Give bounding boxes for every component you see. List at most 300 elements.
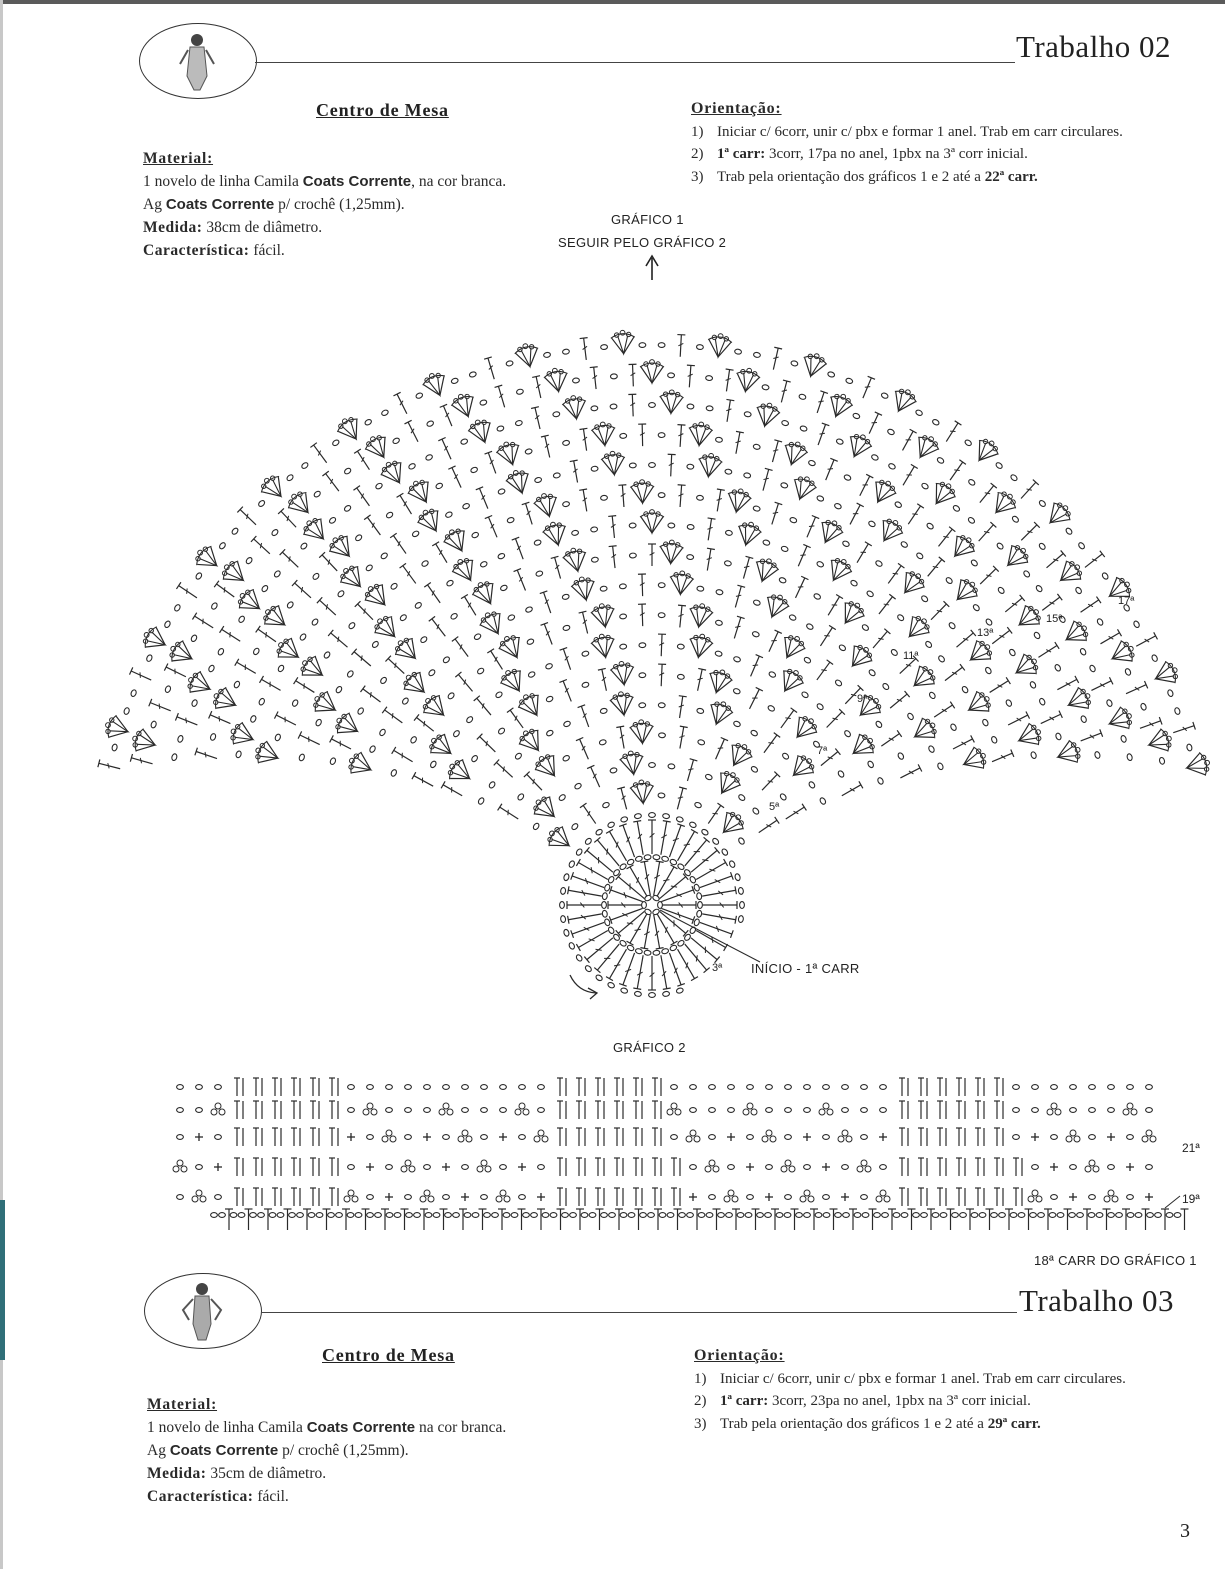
double-crochet-symbol bbox=[291, 1158, 300, 1176]
double-crochet-symbol bbox=[595, 1188, 604, 1206]
chain-stitch-symbol bbox=[766, 1108, 773, 1113]
chain-stitch-symbol bbox=[804, 1085, 811, 1090]
picot-cluster-symbol bbox=[192, 1190, 206, 1202]
chain-stitch-symbol bbox=[913, 1213, 920, 1218]
chain-stitch-symbol bbox=[960, 1213, 967, 1218]
double-crochet-symbol bbox=[272, 1188, 281, 1206]
step-text: 3corr, 17pa no anel, 1pbx na 3ª corr inicial. bbox=[765, 146, 1028, 162]
chain-stitch-symbol bbox=[728, 1165, 735, 1170]
orientation-block-03 bbox=[694, 1345, 1126, 1435]
chain-stitch-symbol bbox=[999, 1213, 1006, 1218]
double-crochet-symbol bbox=[671, 1158, 680, 1176]
chain-stitch-symbol bbox=[443, 1195, 450, 1200]
chain-stitch-symbol bbox=[835, 1213, 842, 1218]
chain-stitch-symbol bbox=[671, 1135, 678, 1140]
double-crochet-symbol bbox=[994, 1101, 1003, 1119]
chain-stitch-symbol bbox=[690, 1085, 697, 1090]
chain-stitch-symbol bbox=[500, 1165, 507, 1170]
project-name-03: Centro de Mesa bbox=[322, 1345, 455, 1365]
step-text: 3corr, 23pa no anel, 1pbx na 3ª corr inicial. bbox=[768, 1393, 1031, 1409]
chain-stitch-symbol bbox=[893, 1213, 900, 1218]
chain-stitch-symbol bbox=[785, 1195, 792, 1200]
double-crochet-symbol bbox=[272, 1128, 281, 1146]
chain-stitch-symbol bbox=[503, 1213, 510, 1218]
double-crochet-symbol bbox=[310, 1128, 319, 1146]
chain-stitch-symbol bbox=[550, 1213, 557, 1218]
chain-stitch-symbol bbox=[765, 1213, 772, 1218]
row-label-17: 17ª bbox=[1118, 595, 1135, 607]
picot-cluster-symbol bbox=[344, 1190, 358, 1202]
double-crochet-symbol bbox=[956, 1128, 965, 1146]
chain-stitch-symbol bbox=[766, 1165, 773, 1170]
chain-stitch-symbol bbox=[880, 1165, 887, 1170]
double-crochet-symbol bbox=[937, 1078, 946, 1096]
chain-stitch-symbol bbox=[348, 1108, 355, 1113]
chain-stitch-symbol bbox=[698, 1213, 705, 1218]
double-crochet-symbol bbox=[595, 1128, 604, 1146]
double-crochet-symbol bbox=[576, 1158, 585, 1176]
row-pointer-line bbox=[1165, 1196, 1180, 1208]
base-row-18 bbox=[211, 1209, 1189, 1230]
graph1-title: GRÁFICO 1 bbox=[611, 212, 684, 227]
picot-cluster-symbol bbox=[515, 1103, 529, 1115]
chain-stitch-symbol bbox=[882, 1213, 889, 1218]
double-crochet-symbol bbox=[253, 1078, 262, 1096]
double-crochet-symbol bbox=[234, 1078, 243, 1096]
chain-stitch-symbol bbox=[757, 1213, 764, 1218]
chain-stitch-symbol bbox=[464, 1213, 471, 1218]
chain-stitch-symbol bbox=[628, 1213, 635, 1218]
double-crochet-symbol bbox=[614, 1078, 623, 1096]
row-label-21: 21ª bbox=[1182, 1141, 1200, 1155]
single-crochet-symbol bbox=[746, 1163, 754, 1171]
double-crochet-symbol bbox=[899, 1128, 908, 1146]
page-number: 3 bbox=[1180, 1520, 1190, 1542]
chain-stitch-symbol bbox=[709, 1108, 716, 1113]
double-crochet-symbol bbox=[975, 1188, 984, 1206]
chain-stitch-symbol bbox=[862, 1213, 869, 1218]
material-line2: Ag bbox=[143, 196, 166, 213]
work-title-03: Trabalho 03 bbox=[1019, 1283, 1175, 1318]
picot-cluster-symbol bbox=[1104, 1190, 1118, 1202]
chain-stitch-symbol bbox=[718, 1213, 725, 1218]
chain-stitch-symbol bbox=[531, 1213, 538, 1218]
step-number: 3) bbox=[694, 1415, 707, 1432]
chart-row bbox=[177, 1078, 1153, 1096]
chain-stitch-symbol bbox=[308, 1213, 315, 1218]
single-crochet-symbol bbox=[822, 1163, 830, 1171]
chart-row bbox=[173, 1158, 1152, 1176]
chain-stitch-symbol bbox=[785, 1108, 792, 1113]
double-crochet-symbol bbox=[576, 1128, 585, 1146]
double-crochet-symbol bbox=[956, 1188, 965, 1206]
double-crochet-symbol bbox=[652, 1188, 661, 1206]
chain-stitch-symbol bbox=[177, 1195, 184, 1200]
chain-stitch-symbol bbox=[932, 1213, 939, 1218]
start-label: INÍCIO - 1ª CARR bbox=[751, 961, 860, 976]
work-title-02: Trabalho 02 bbox=[1016, 29, 1172, 64]
double-crochet-symbol bbox=[994, 1128, 1003, 1146]
chain-stitch-symbol bbox=[367, 1135, 374, 1140]
single-crochet-symbol bbox=[841, 1193, 849, 1201]
feature-label: Característica: bbox=[143, 242, 250, 259]
chain-stitch-symbol bbox=[1127, 1195, 1134, 1200]
chain-stitch-symbol bbox=[1070, 1108, 1077, 1113]
double-crochet-symbol bbox=[576, 1188, 585, 1206]
chain-stitch-symbol bbox=[375, 1213, 382, 1218]
row-label-3: 3ª bbox=[712, 962, 723, 974]
double-crochet-symbol bbox=[291, 1188, 300, 1206]
picot-cluster-symbol bbox=[800, 1190, 814, 1202]
chain-stitch-symbol bbox=[414, 1213, 421, 1218]
double-crochet-symbol bbox=[975, 1101, 984, 1119]
picot-cluster-symbol bbox=[762, 1130, 776, 1142]
double-crochet-symbol bbox=[329, 1101, 338, 1119]
chain-stitch-symbol bbox=[589, 1213, 596, 1218]
chain-stitch-symbol bbox=[386, 1165, 393, 1170]
double-crochet-symbol bbox=[253, 1101, 262, 1119]
step-number: 2) bbox=[691, 146, 704, 162]
chain-stitch-symbol bbox=[979, 1213, 986, 1218]
double-crochet-symbol bbox=[899, 1158, 908, 1176]
chain-stitch-symbol bbox=[823, 1085, 830, 1090]
double-crochet-symbol bbox=[253, 1188, 262, 1206]
double-crochet-symbol bbox=[272, 1158, 281, 1176]
chain-stitch-symbol bbox=[679, 1213, 686, 1218]
double-crochet-symbol bbox=[652, 1078, 661, 1096]
chain-stitch-symbol bbox=[747, 1195, 754, 1200]
chain-stitch-symbol bbox=[443, 1135, 450, 1140]
chain-stitch-symbol bbox=[316, 1213, 323, 1218]
row-label-5: 5ª bbox=[769, 801, 780, 813]
chain-stitch-symbol bbox=[230, 1213, 237, 1218]
double-crochet-symbol bbox=[937, 1158, 946, 1176]
chain-stitch-symbol bbox=[1127, 1135, 1134, 1140]
row-label-19: 19ª bbox=[1182, 1192, 1200, 1206]
chain-stitch-symbol bbox=[492, 1213, 499, 1218]
material-line1-end: , na cor branca. bbox=[411, 173, 507, 190]
step-bold: 22ª carr. bbox=[984, 168, 1038, 185]
measure-value: 35cm de diâmetro. bbox=[206, 1465, 327, 1482]
double-crochet-symbol bbox=[614, 1188, 623, 1206]
step-text: Trab pela orientação dos gráficos 1 e 2 até a bbox=[720, 1415, 988, 1432]
chain-stitch-symbol bbox=[1135, 1213, 1142, 1218]
chain-stitch-symbol bbox=[177, 1085, 184, 1090]
chain-stitch-symbol bbox=[1018, 1213, 1025, 1218]
picot-cluster-symbol bbox=[363, 1103, 377, 1115]
double-crochet-symbol bbox=[956, 1158, 965, 1176]
double-crochet-symbol bbox=[633, 1128, 642, 1146]
double-crochet-symbol bbox=[633, 1078, 642, 1096]
chain-stitch-symbol bbox=[726, 1213, 733, 1218]
chain-stitch-symbol bbox=[745, 1213, 752, 1218]
chain-stitch-symbol bbox=[1069, 1213, 1076, 1218]
double-crochet-symbol bbox=[671, 1188, 680, 1206]
single-crochet-symbol bbox=[537, 1193, 545, 1201]
chain-stitch-symbol bbox=[484, 1213, 491, 1218]
double-crochet-symbol bbox=[633, 1101, 642, 1119]
material-block-03 bbox=[147, 1393, 506, 1508]
chain-stitch-symbol bbox=[462, 1085, 469, 1090]
chain-stitch-symbol bbox=[538, 1165, 545, 1170]
chain-stitch-symbol bbox=[784, 1213, 791, 1218]
measure-value: 38cm de diâmetro. bbox=[202, 219, 323, 236]
chain-stitch-symbol bbox=[671, 1085, 678, 1090]
chain-stitch-symbol bbox=[348, 1165, 355, 1170]
chain-stitch-symbol bbox=[921, 1213, 928, 1218]
single-crochet-symbol bbox=[461, 1193, 469, 1201]
graph2-title: GRÁFICO 2 bbox=[613, 1040, 686, 1055]
chain-stitch-symbol bbox=[709, 1085, 716, 1090]
double-crochet-symbol bbox=[652, 1101, 661, 1119]
chain-stitch-symbol bbox=[1146, 1165, 1153, 1170]
chain-stitch-symbol bbox=[250, 1213, 257, 1218]
single-crochet-symbol bbox=[1126, 1163, 1134, 1171]
chain-stitch-symbol bbox=[406, 1213, 413, 1218]
double-crochet-symbol bbox=[595, 1078, 604, 1096]
chain-stitch-symbol bbox=[601, 1213, 608, 1218]
double-crochet-symbol bbox=[1013, 1158, 1022, 1176]
chart-row bbox=[177, 1188, 1153, 1206]
chain-stitch-symbol bbox=[405, 1085, 412, 1090]
picot-cluster-symbol bbox=[439, 1103, 453, 1115]
chain-stitch-symbol bbox=[971, 1213, 978, 1218]
chain-stitch-symbol bbox=[386, 1213, 393, 1218]
graph1-subtitle: SEGUIR PELO GRÁFICO 2 bbox=[558, 235, 727, 250]
chain-stitch-symbol bbox=[1032, 1165, 1039, 1170]
chain-stitch-symbol bbox=[481, 1135, 488, 1140]
picot-cluster-symbol bbox=[1142, 1130, 1156, 1142]
single-crochet-symbol bbox=[499, 1133, 507, 1141]
double-crochet-symbol bbox=[310, 1158, 319, 1176]
chain-stitch-symbol bbox=[1088, 1213, 1095, 1218]
chain-stitch-symbol bbox=[215, 1085, 222, 1090]
chain-stitch-symbol bbox=[1051, 1195, 1058, 1200]
step-text: Iniciar c/ 6corr, unir c/ pbx e formar 1 anel. Trab em carr circulares. bbox=[720, 1370, 1126, 1387]
chain-stitch-symbol bbox=[177, 1135, 184, 1140]
chain-stitch-symbol bbox=[843, 1213, 850, 1218]
chain-stitch-symbol bbox=[289, 1213, 296, 1218]
chain-stitch-symbol bbox=[1166, 1213, 1173, 1218]
chain-stitch-symbol bbox=[861, 1085, 868, 1090]
double-crochet-symbol bbox=[557, 1101, 566, 1119]
chain-stitch-symbol bbox=[424, 1085, 431, 1090]
double-crochet-symbol bbox=[975, 1078, 984, 1096]
chain-stitch-symbol bbox=[1127, 1085, 1134, 1090]
chain-stitch-symbol bbox=[1049, 1213, 1056, 1218]
single-crochet-symbol bbox=[195, 1133, 203, 1141]
chain-stitch-symbol bbox=[538, 1108, 545, 1113]
brand-name: Coats Corrente bbox=[165, 196, 275, 213]
chain-stitch-symbol bbox=[1116, 1213, 1123, 1218]
double-crochet-symbol bbox=[994, 1158, 1003, 1176]
step-bold: 1ª carr: bbox=[720, 1393, 769, 1409]
double-crochet-symbol bbox=[329, 1128, 338, 1146]
chain-stitch-symbol bbox=[519, 1085, 526, 1090]
step-bold: 29ª carr. bbox=[987, 1415, 1041, 1432]
single-crochet-symbol bbox=[689, 1193, 697, 1201]
chain-stitch-symbol bbox=[709, 1135, 716, 1140]
single-crochet-symbol bbox=[803, 1133, 811, 1141]
chain-stitch-symbol bbox=[1032, 1108, 1039, 1113]
chain-stitch-symbol bbox=[901, 1213, 908, 1218]
chain-stitch-symbol bbox=[709, 1195, 716, 1200]
chain-stitch-symbol bbox=[687, 1213, 694, 1218]
double-crochet-symbol bbox=[557, 1078, 566, 1096]
chain-stitch-symbol bbox=[445, 1213, 452, 1218]
picot-cluster-symbol bbox=[686, 1130, 700, 1142]
orientation-heading: Orientação: bbox=[691, 100, 782, 117]
measure-label: Medida: bbox=[143, 219, 203, 236]
chain-stitch-symbol bbox=[500, 1108, 507, 1113]
chain-stitch-symbol bbox=[823, 1135, 830, 1140]
picot-cluster-symbol bbox=[838, 1130, 852, 1142]
double-crochet-symbol bbox=[253, 1128, 262, 1146]
chain-stitch-symbol bbox=[1146, 1108, 1153, 1113]
chain-stitch-symbol bbox=[823, 1195, 830, 1200]
double-crochet-symbol bbox=[652, 1128, 661, 1146]
chain-stitch-symbol bbox=[1174, 1213, 1181, 1218]
chain-stitch-symbol bbox=[405, 1195, 412, 1200]
chain-stitch-symbol bbox=[562, 1213, 569, 1218]
material-heading: Material: bbox=[147, 1396, 218, 1413]
picot-cluster-symbol bbox=[420, 1190, 434, 1202]
single-crochet-symbol bbox=[765, 1193, 773, 1201]
picot-cluster-symbol bbox=[496, 1190, 510, 1202]
picot-cluster-symbol bbox=[1085, 1160, 1099, 1172]
chain-stitch-symbol bbox=[728, 1108, 735, 1113]
chain-stitch-symbol bbox=[690, 1108, 697, 1113]
step-number: 1) bbox=[691, 123, 704, 140]
chain-stitch-symbol bbox=[196, 1108, 203, 1113]
chain-stitch-symbol bbox=[433, 1213, 440, 1218]
double-crochet-symbol bbox=[234, 1188, 243, 1206]
orientation-heading: Orientação: bbox=[694, 1347, 785, 1364]
chain-stitch-symbol bbox=[854, 1213, 861, 1218]
chain-stitch-symbol bbox=[453, 1213, 460, 1218]
chain-stitch-symbol bbox=[405, 1108, 412, 1113]
picot-cluster-symbol bbox=[401, 1160, 415, 1172]
double-crochet-symbol bbox=[918, 1101, 927, 1119]
double-crochet-symbol bbox=[937, 1128, 946, 1146]
double-crochet-symbol bbox=[614, 1158, 623, 1176]
chain-stitch-symbol bbox=[177, 1108, 184, 1113]
chain-stitch-symbol bbox=[328, 1213, 335, 1218]
material-line2: Ag bbox=[147, 1442, 170, 1459]
double-crochet-symbol bbox=[329, 1078, 338, 1096]
chain-stitch-symbol bbox=[842, 1085, 849, 1090]
double-crochet-symbol bbox=[234, 1128, 243, 1146]
step-number: 1) bbox=[694, 1370, 707, 1387]
single-crochet-symbol bbox=[385, 1193, 393, 1201]
chain-stitch-symbol bbox=[1089, 1135, 1096, 1140]
row-label-15: 15ª bbox=[1046, 613, 1063, 625]
picot-cluster-symbol bbox=[857, 1160, 871, 1172]
picot-cluster-symbol bbox=[819, 1103, 833, 1115]
chain-stitch-symbol bbox=[347, 1213, 354, 1218]
step-number: 2) bbox=[694, 1393, 707, 1409]
chain-stitch-symbol bbox=[804, 1108, 811, 1113]
double-crochet-symbol bbox=[272, 1101, 281, 1119]
double-crochet-symbol bbox=[310, 1101, 319, 1119]
chain-stitch-symbol bbox=[785, 1135, 792, 1140]
chain-stitch-symbol bbox=[874, 1213, 881, 1218]
chain-stitch-symbol bbox=[277, 1213, 284, 1218]
material-line2-end: p/ crochê (1,25mm). bbox=[274, 196, 405, 213]
chain-stitch-symbol bbox=[405, 1135, 412, 1140]
double-crochet-symbol bbox=[937, 1188, 946, 1206]
double-crochet-symbol bbox=[899, 1101, 908, 1119]
chain-stitch-symbol bbox=[519, 1135, 526, 1140]
chain-stitch-symbol bbox=[1089, 1085, 1096, 1090]
double-crochet-symbol bbox=[329, 1188, 338, 1206]
chain-stitch-symbol bbox=[472, 1213, 479, 1218]
brand-name: Coats Corrente bbox=[306, 1419, 416, 1436]
material-line1-end: na cor branca. bbox=[415, 1419, 507, 1436]
chain-stitch-symbol bbox=[336, 1213, 343, 1218]
feature-label: Característica: bbox=[147, 1488, 254, 1505]
chain-stitch-symbol bbox=[1108, 1085, 1115, 1090]
material-line1: 1 novelo de linha Camila bbox=[147, 1419, 307, 1436]
chain-stitch-symbol bbox=[1155, 1213, 1162, 1218]
double-crochet-symbol bbox=[272, 1078, 281, 1096]
chain-stitch-symbol bbox=[481, 1195, 488, 1200]
step-text: Trab pela orientação dos gráficos 1 e 2 até a bbox=[717, 168, 985, 185]
double-crochet-symbol bbox=[614, 1128, 623, 1146]
chain-stitch-symbol bbox=[443, 1085, 450, 1090]
picot-cluster-symbol bbox=[743, 1103, 757, 1115]
chain-stitch-symbol bbox=[940, 1213, 947, 1218]
double-crochet-symbol bbox=[595, 1158, 604, 1176]
single-crochet-symbol bbox=[518, 1163, 526, 1171]
chart-row bbox=[177, 1128, 1156, 1146]
chain-stitch-symbol bbox=[609, 1213, 616, 1218]
step-text: Iniciar c/ 6corr, unir c/ pbx e formar 1 anel. Trab em carr circulares. bbox=[717, 123, 1123, 140]
double-crochet-symbol bbox=[956, 1078, 965, 1096]
chain-stitch-symbol bbox=[804, 1213, 811, 1218]
double-crochet-symbol bbox=[956, 1101, 965, 1119]
material-line2-end: p/ crochê (1,25mm). bbox=[278, 1442, 409, 1459]
chain-stitch-symbol bbox=[215, 1135, 222, 1140]
double-crochet-symbol bbox=[918, 1188, 927, 1206]
chain-stitch-symbol bbox=[804, 1165, 811, 1170]
chain-stitch-symbol bbox=[1077, 1213, 1084, 1218]
chain-stitch-symbol bbox=[1057, 1213, 1064, 1218]
double-crochet-symbol bbox=[899, 1078, 908, 1096]
double-crochet-symbol bbox=[310, 1078, 319, 1096]
chain-stitch-symbol bbox=[667, 1213, 674, 1218]
chain-stitch-symbol bbox=[1010, 1213, 1017, 1218]
chain-stitch-symbol bbox=[523, 1213, 530, 1218]
picot-cluster-symbol bbox=[1047, 1103, 1061, 1115]
chain-stitch-symbol bbox=[728, 1085, 735, 1090]
single-crochet-symbol bbox=[879, 1133, 887, 1141]
chain-stitch-symbol bbox=[737, 1213, 744, 1218]
brand-name: Coats Corrente bbox=[302, 173, 412, 190]
model-figure-icon bbox=[145, 1274, 261, 1348]
chain-stitch-symbol bbox=[952, 1213, 959, 1218]
double-crochet-symbol bbox=[310, 1188, 319, 1206]
chain-stitch-symbol bbox=[1013, 1085, 1020, 1090]
chain-stitch-symbol bbox=[219, 1213, 226, 1218]
chain-stitch-symbol bbox=[196, 1165, 203, 1170]
chain-stitch-symbol bbox=[690, 1165, 697, 1170]
chain-stitch-symbol bbox=[1013, 1108, 1020, 1113]
chain-stitch-symbol bbox=[1070, 1165, 1077, 1170]
single-crochet-symbol bbox=[366, 1163, 374, 1171]
chain-stitch-symbol bbox=[823, 1213, 830, 1218]
chain-stitch-symbol bbox=[1146, 1085, 1153, 1090]
